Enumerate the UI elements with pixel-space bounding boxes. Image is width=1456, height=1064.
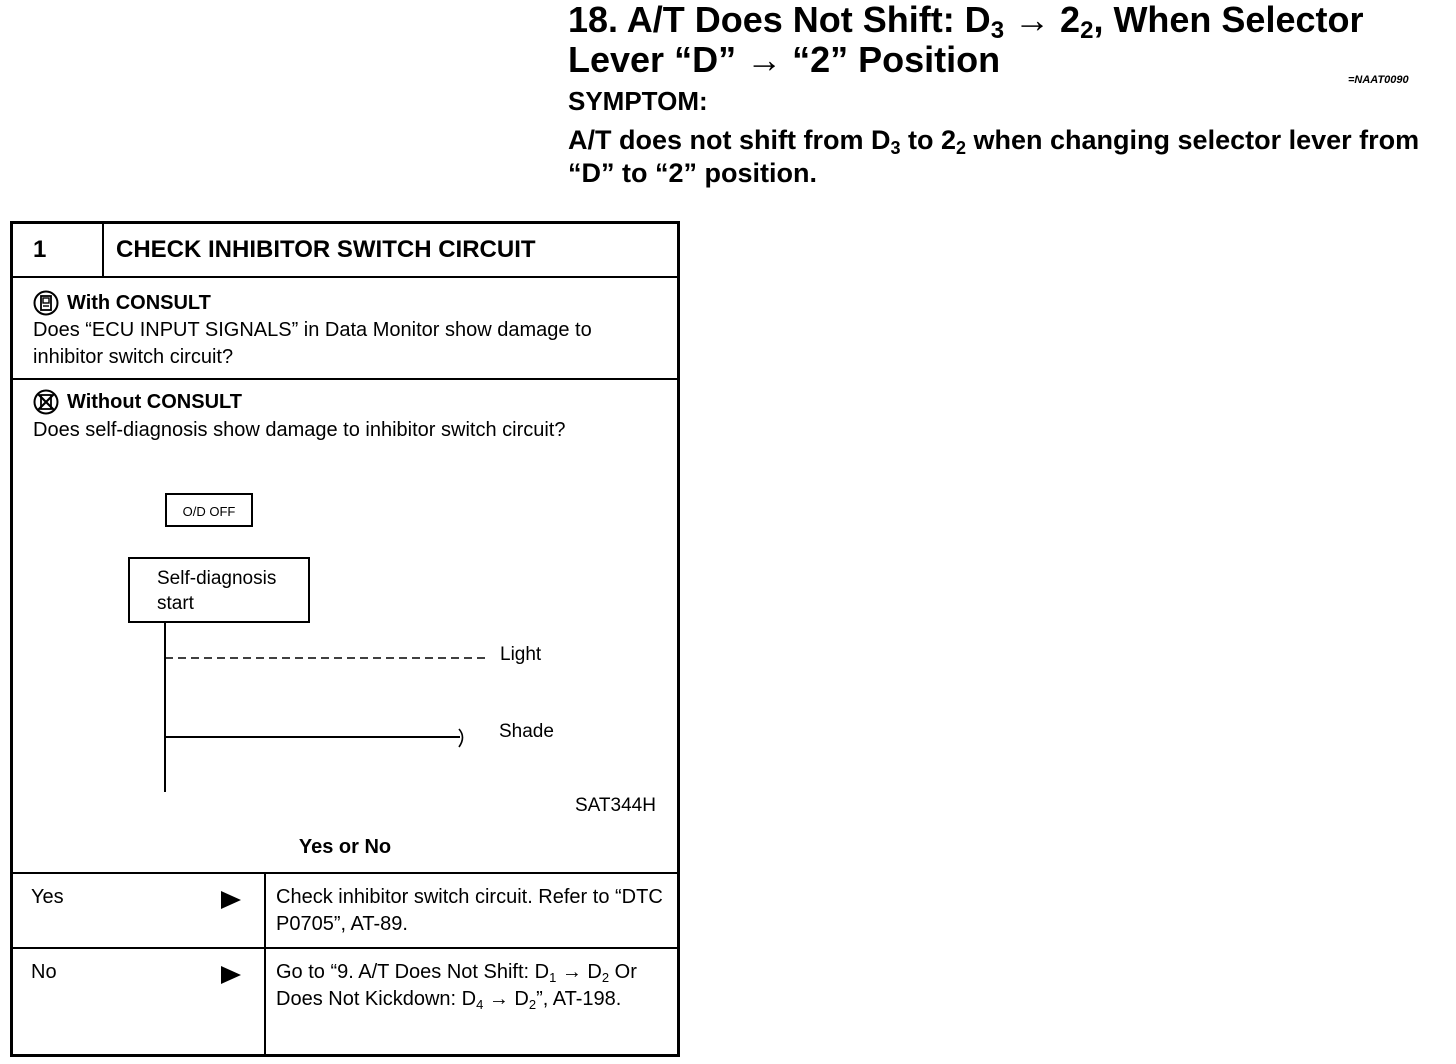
- yes-or-no-label: Yes or No: [298, 836, 392, 858]
- figure-code: SAT344H: [575, 795, 656, 816]
- step-header: [13, 224, 677, 278]
- step-title: CHECK INHIBITOR SWITCH CIRCUIT: [116, 236, 536, 263]
- result-no-text: Go to “9. A/T Does Not Shift: $D_1 \to D_2$ Or Does Not Kickdown: $D_4 \to D_2$”, AT-198.: [264, 949, 676, 1056]
- with-consult-heading: [33, 290, 211, 316]
- without-consult-text: Does self-diagnosis show damage to inhibitor switch circuit?: [33, 419, 566, 441]
- result-row-no: [13, 947, 677, 1056]
- answer-yes: Yes: [31, 886, 64, 908]
- result-yes-text: Check inhibitor switch circuit. Refer to “DTC P0705”, AT-89.: [264, 874, 676, 947]
- without-consult-label: Without CONSULT: [67, 390, 242, 413]
- answer-no: No: [31, 961, 57, 983]
- self-diagnosis-diagram: [13, 380, 677, 850]
- with-consult-text: Does “ECU INPUT SIGNALS” in Data Monitor show damage to inhibitor switch circuit?: [33, 319, 592, 368]
- arrow-right-icon: [219, 888, 243, 912]
- arrow-right-icon: [219, 963, 243, 987]
- od-off-indicator: O/D OFF: [165, 493, 253, 527]
- diagnostic-step-box: [10, 221, 680, 1057]
- with-consult-section: [13, 278, 677, 380]
- shade-label: Shade: [499, 721, 554, 742]
- document-code: =NAAT0090: [1348, 74, 1409, 86]
- with-consult-label: With CONSULT: [67, 291, 211, 314]
- self-diagnosis-start-box: Self-diagnosis start: [128, 557, 310, 623]
- symptom-label: SYMPTOM:: [568, 86, 708, 116]
- page-title: 18. A/T Does Not Shift: $D_3 \to 2_2$, When Selector Lever “D” → “2” Position: [568, 0, 1364, 80]
- symptom-text: A/T does not shift from $D_3$ to $2_2$ when changing selector lever from “D” to “2” position.: [568, 125, 1420, 188]
- step-number: 1: [13, 224, 104, 276]
- result-row-yes: [13, 872, 677, 947]
- light-label: Light: [500, 644, 542, 665]
- consult-icon: [33, 290, 59, 316]
- signal-lines: [13, 380, 677, 850]
